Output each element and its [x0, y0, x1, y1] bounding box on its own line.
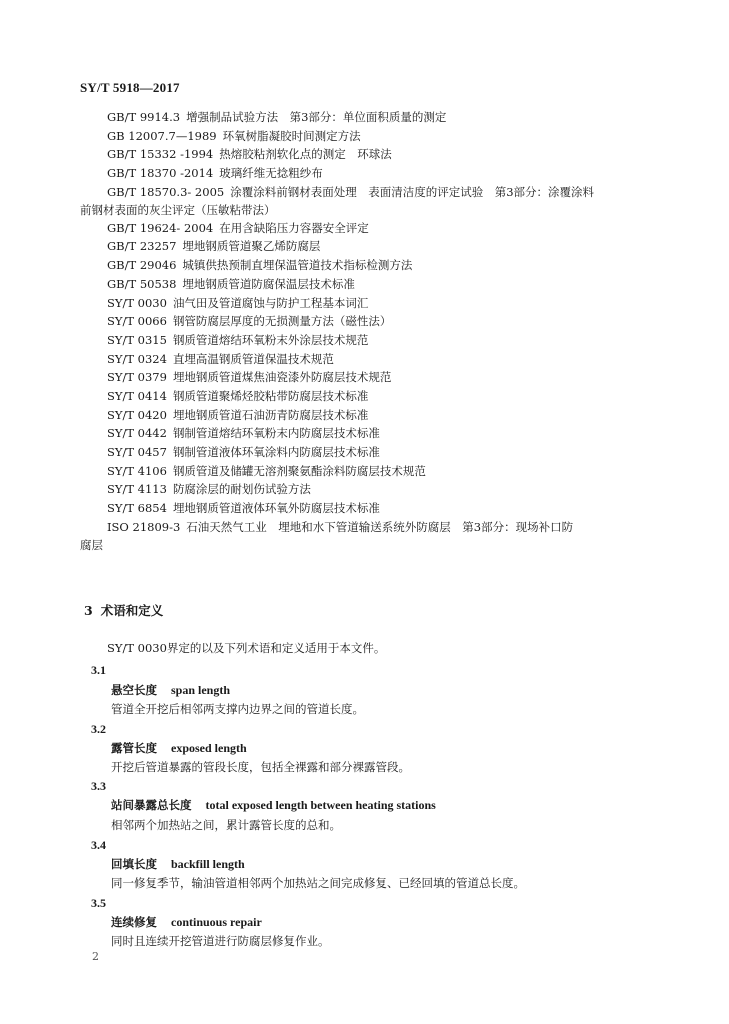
reference-item — [0, 350, 729, 369]
term-title — [111, 740, 247, 756]
reference-code: SY/T 0030 — [107, 295, 167, 310]
reference-code: GB/T 50538 — [107, 276, 177, 291]
page-number: 2 — [92, 950, 99, 963]
reference-title: 玻璃纤维无捻粗纱布 — [219, 166, 323, 181]
reference-title: 埋地钢质管道煤焦油瓷漆外防腐层技术规范 — [172, 370, 392, 385]
section-heading — [84, 601, 163, 619]
reference-item — [0, 294, 729, 313]
reference-code: SY/T 0324 — [107, 351, 167, 366]
term-zh: 悬空长度 — [111, 683, 157, 697]
reference-item — [0, 127, 729, 146]
term-number: 3.3 — [91, 779, 106, 793]
reference-code: SY/T 6854 — [107, 501, 167, 516]
standard-code-header: SY/T 5918—2017 — [80, 80, 180, 95]
reference-title: 热熔胶粘剂软化点的测定 环球法 — [219, 147, 392, 162]
reference-code: GB/T 19624- 2004 — [107, 220, 214, 235]
reference-title: 钢质管道及储罐无溶剂聚氨酯涂料防腐层技术规范 — [172, 463, 426, 478]
reference-item — [0, 331, 729, 350]
reference-code: GB/T 29046 — [107, 258, 177, 273]
reference-title-continued: 前钢材表面的灰尘评定（压敏粘带法） — [80, 202, 276, 217]
term-number: 3.4 — [91, 838, 106, 852]
term-en: total exposed length between heating stations — [205, 798, 436, 812]
section-number: 3 — [84, 603, 93, 618]
reference-code: GB 12007.7—1989 — [107, 128, 217, 143]
term-definition: 同一修复季节，输油管道相邻两个加热站之间完成修复、已经回填的管道总长度。 — [111, 876, 525, 890]
reference-title: 在用含缺陷压力容器安全评定 — [219, 220, 369, 235]
reference-code: SY/T 0442 — [107, 426, 167, 441]
term-en: exposed length — [171, 741, 247, 755]
reference-code: SY/T 0457 — [107, 445, 167, 459]
term-number: 3.2 — [91, 722, 106, 736]
reference-item — [0, 237, 729, 256]
reference-title: 环氧树脂凝胶时间测定方法 — [222, 128, 361, 143]
reference-code: SY/T 0420 — [107, 407, 167, 422]
reference-item — [0, 406, 729, 425]
term-definition: 开挖后管道暴露的管段长度，包括全裸露和部分裸露管段。 — [111, 760, 410, 774]
term-zh: 站间暴露总长度 — [111, 798, 192, 812]
term-title — [111, 682, 230, 698]
reference-title: 城镇供热预制直埋保温管道技术指标检测方法 — [182, 258, 413, 273]
reference-item — [0, 183, 729, 219]
reference-item — [0, 462, 729, 481]
term-en: backfill length — [171, 857, 245, 871]
reference-code: GB/T 9914.3 — [107, 110, 181, 124]
reference-title: 钢质管道熔结环氧粉末外涂层技术规范 — [172, 332, 369, 347]
reference-title: 石油天然气工业 埋地和水下管道输送系统外防腐层 第3部分：现场补口防 — [186, 519, 574, 534]
reference-item — [0, 518, 729, 554]
reference-code: GB/T 23257 — [107, 239, 177, 254]
reference-code: SY/T 0379 — [107, 370, 167, 385]
reference-title: 埋地钢质管道液体环氧外防腐层技术标准 — [172, 501, 380, 516]
section-title: 术语和定义 — [100, 603, 164, 618]
term-title — [111, 856, 245, 872]
reference-code: ISO 21809-3 — [107, 519, 181, 534]
reference-code: SY/T 0414 — [107, 388, 167, 403]
term-title — [111, 797, 436, 813]
reference-item — [0, 387, 729, 406]
reference-title: 钢制管道熔结环氧粉末内防腐层技术标准 — [172, 426, 380, 441]
term-number: 3.1 — [91, 663, 106, 677]
reference-item — [0, 480, 729, 499]
term-definition: 管道全开挖后相邻两支撑内边界之间的管道长度。 — [111, 702, 364, 716]
reference-title: 直埋高温钢质管道保温技术规范 — [172, 351, 334, 366]
reference-title: 油气田及管道腐蚀与防护工程基本词汇 — [172, 295, 369, 310]
reference-code: GB/T 15332 -1994 — [107, 147, 214, 162]
reference-code: SY/T 4113 — [107, 482, 167, 497]
term-en: span length — [171, 683, 231, 697]
reference-code: SY/T 0315 — [107, 332, 167, 347]
reference-item — [0, 275, 729, 294]
term-zh: 露管长度 — [111, 741, 157, 755]
reference-title: 埋地钢质管道石油沥青防腐层技术标准 — [172, 407, 369, 422]
reference-title: 增强制品试验方法 第3部分：单位面积质量的测定 — [186, 110, 447, 124]
term-definition: 同时且连续开挖管道进行防腐层修复作业。 — [111, 934, 330, 948]
reference-title-continued: 腐层 — [80, 537, 103, 552]
reference-item — [0, 219, 729, 238]
term-definition: 相邻两个加热站之间，累计露管长度的总和。 — [111, 818, 341, 832]
reference-title: 防腐涂层的耐划伤试验方法 — [172, 482, 311, 497]
reference-item — [0, 368, 729, 387]
reference-item — [0, 424, 729, 443]
reference-title: 埋地钢质管道防腐保温层技术标准 — [182, 276, 355, 291]
term-en: continuous repair — [171, 915, 262, 929]
reference-title: 钢制管道液体环氧涂料内防腐层技术标准 — [172, 445, 380, 459]
reference-item — [0, 312, 729, 331]
reference-title: 埋地钢质管道聚乙烯防腐层 — [182, 239, 321, 254]
term-title — [111, 914, 262, 930]
reference-item — [0, 108, 729, 127]
reference-code: GB/T 18370 -2014 — [107, 166, 214, 181]
normative-references-list — [0, 108, 729, 554]
reference-item — [0, 499, 729, 518]
reference-item — [0, 443, 729, 462]
reference-code: SY/T 4106 — [107, 463, 167, 478]
section-intro: SY/T 0030界定的以及下列术语和定义适用于本文件。 — [107, 641, 386, 655]
reference-title: 钢管防腐层厚度的无损测量方法（磁性法） — [172, 314, 392, 329]
reference-title: 钢质管道聚烯烃胶粘带防腐层技术标准 — [172, 388, 369, 403]
term-number: 3.5 — [91, 896, 106, 910]
term-zh: 连续修复 — [111, 915, 157, 929]
reference-item — [0, 145, 729, 164]
reference-code: SY/T 0066 — [107, 314, 167, 329]
reference-item — [0, 256, 729, 275]
reference-title: 涂覆涂料前钢材表面处理 表面清洁度的评定试验 第3部分：涂覆涂料 — [230, 184, 595, 199]
reference-code: GB/T 18570.3- 2005 — [107, 184, 225, 199]
reference-item — [0, 164, 729, 183]
term-zh: 回填长度 — [111, 857, 157, 871]
